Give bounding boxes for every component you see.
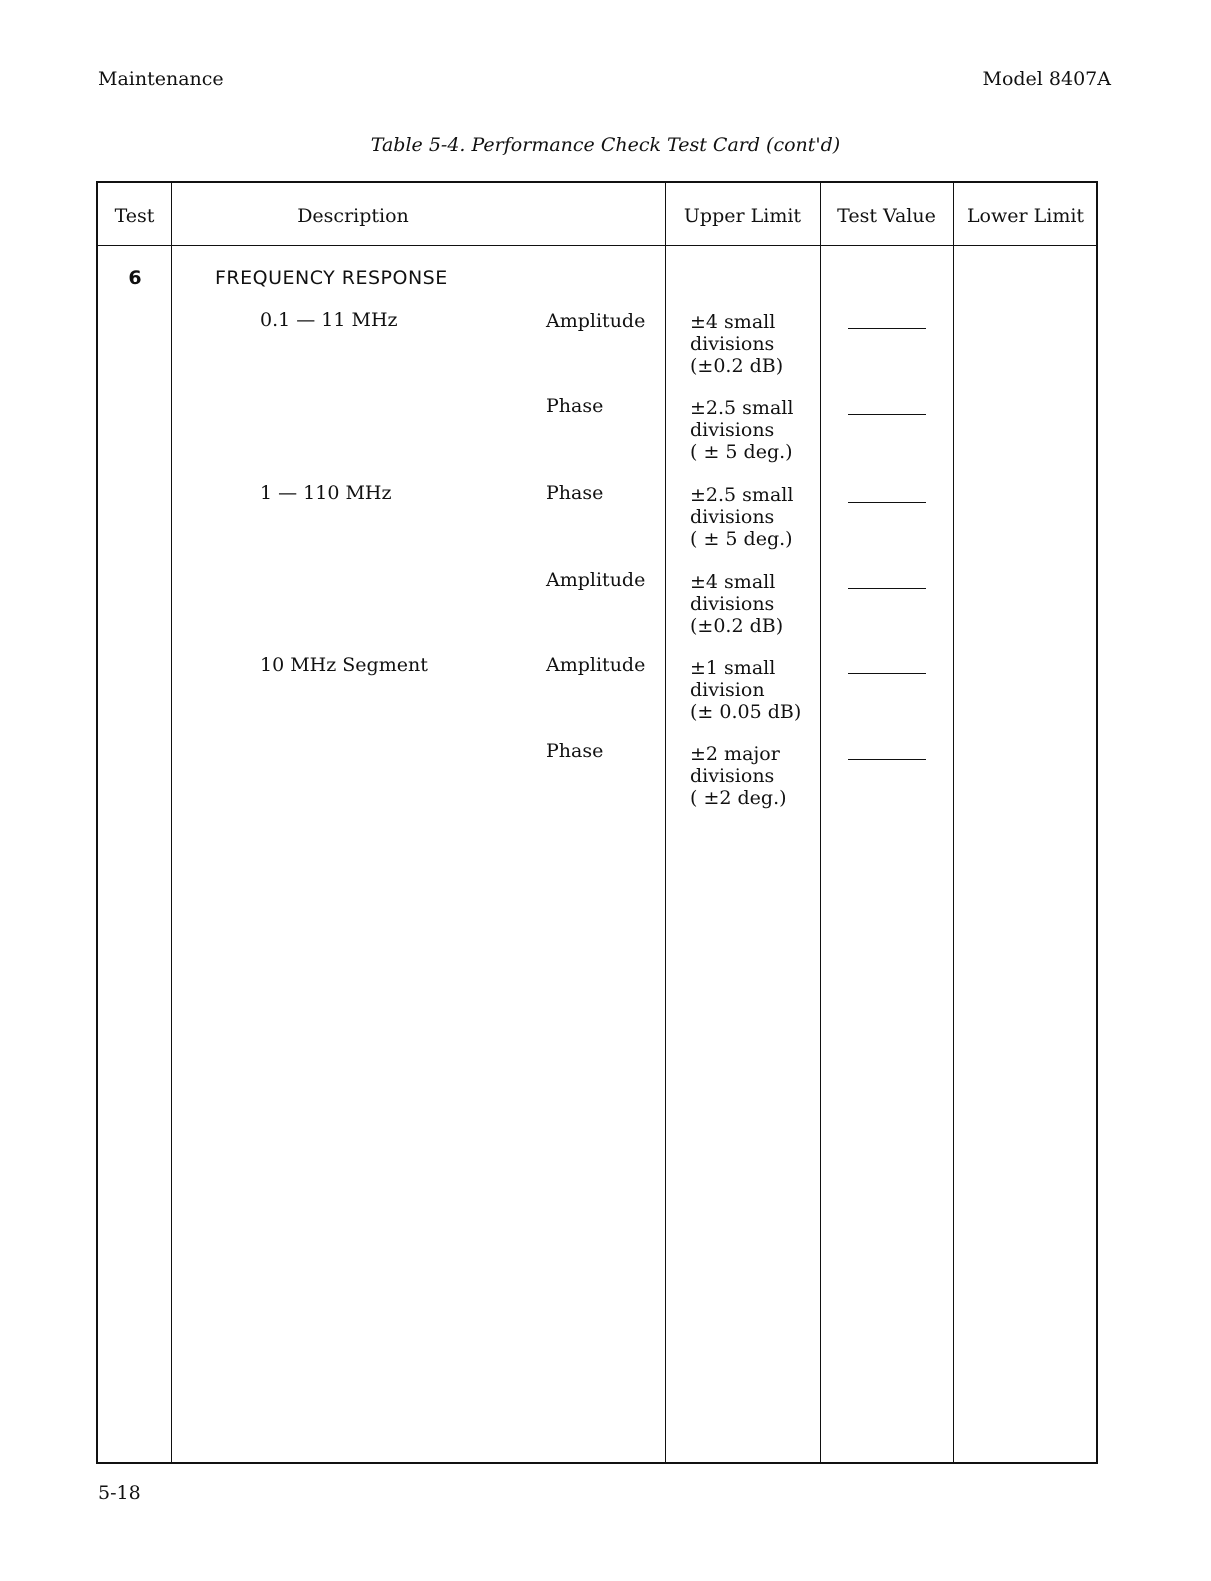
- header-row-divider: [98, 245, 1096, 246]
- limit-line: divisions: [690, 419, 775, 441]
- column-divider: [953, 183, 954, 1462]
- limit-line: (± 0.05 dB): [690, 701, 802, 723]
- parameter-label: Amplitude: [546, 569, 646, 591]
- test-value-blank[interactable]: [848, 502, 926, 503]
- parameter-label: Amplitude: [546, 310, 646, 332]
- header-section-label: Maintenance: [98, 68, 224, 90]
- limit-line: divisions: [690, 765, 775, 787]
- range-label: 1 — 110 MHz: [260, 482, 392, 504]
- upper-limit-cell: [690, 311, 783, 377]
- range-label: 10 MHz Segment: [260, 654, 428, 676]
- column-divider: [665, 183, 666, 1462]
- parameter-label: Phase: [546, 395, 604, 417]
- upper-limit-cell: [690, 397, 793, 463]
- parameter-label: Phase: [546, 482, 604, 504]
- column-divider: [820, 183, 821, 1462]
- limit-line: (±0.2 dB): [690, 615, 784, 637]
- limit-line: divisions: [690, 506, 775, 528]
- limit-line: ( ± 5 deg.): [690, 528, 793, 550]
- column-header-lower-limit: Lower Limit: [966, 205, 1085, 227]
- test-value-blank[interactable]: [848, 673, 926, 674]
- limit-line: division: [690, 679, 765, 701]
- page-number: 5-18: [98, 1482, 141, 1504]
- test-value-blank[interactable]: [848, 328, 926, 329]
- limit-line: ±2.5 small: [690, 484, 794, 506]
- test-value-blank[interactable]: [848, 588, 926, 589]
- section-title: FREQUENCY RESPONSE: [215, 267, 448, 289]
- performance-check-table: [96, 181, 1098, 1464]
- limit-line: ±2.5 small: [690, 397, 794, 419]
- range-label: 0.1 — 11 MHz: [260, 309, 398, 331]
- upper-limit-cell: [690, 743, 787, 809]
- column-header-upper-limit: Upper Limit: [683, 205, 802, 227]
- test-value-blank[interactable]: [848, 414, 926, 415]
- column-header-description: Description: [297, 205, 409, 227]
- limit-line: divisions: [690, 593, 775, 615]
- limit-line: (±0.2 dB): [690, 355, 784, 377]
- limit-line: ±4 small: [690, 311, 776, 333]
- limit-line: ( ± 5 deg.): [690, 441, 793, 463]
- header-model-label: Model 8407A: [982, 68, 1111, 90]
- table-caption: Table 5-4. Performance Check Test Card (cont'd): [370, 134, 841, 156]
- limit-line: ±1 small: [690, 657, 776, 679]
- upper-limit-cell: [690, 657, 801, 723]
- limit-line: divisions: [690, 333, 775, 355]
- upper-limit-cell: [690, 484, 793, 550]
- parameter-label: Amplitude: [546, 654, 646, 676]
- test-value-blank[interactable]: [848, 759, 926, 760]
- upper-limit-cell: [690, 571, 783, 637]
- parameter-label: Phase: [546, 740, 604, 762]
- limit-line: ±2 major: [690, 743, 780, 765]
- column-header-test: Test: [114, 205, 155, 227]
- column-header-test-value: Test Value: [837, 205, 936, 227]
- test-number: 6: [128, 267, 142, 289]
- limit-line: ( ±2 deg.): [690, 787, 787, 809]
- limit-line: ±4 small: [690, 571, 776, 593]
- column-divider: [171, 183, 172, 1462]
